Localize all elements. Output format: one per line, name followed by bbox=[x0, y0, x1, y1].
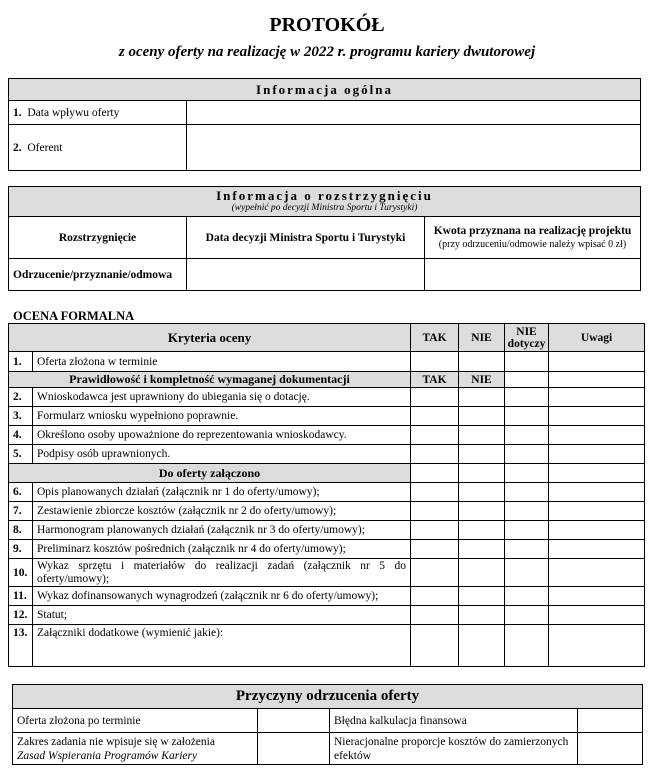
col-amount bbox=[425, 217, 641, 259]
criterion-text: Formularz wniosku wypełniono poprawnie. bbox=[33, 407, 411, 426]
row-number: 4. bbox=[9, 426, 33, 445]
table-row bbox=[13, 733, 643, 765]
nd-cell[interactable] bbox=[505, 521, 549, 540]
tak-cell[interactable] bbox=[411, 388, 459, 407]
decision-table bbox=[8, 186, 641, 291]
tak-cell[interactable] bbox=[411, 606, 459, 625]
remarks-cell[interactable] bbox=[549, 540, 645, 559]
table-row bbox=[9, 388, 645, 407]
sub-col-tak: TAK bbox=[411, 372, 459, 388]
row-number: 5. bbox=[9, 445, 33, 464]
criterion-text: Wnioskodawca jest uprawniony do ubiegania się o dotację. bbox=[33, 388, 411, 407]
rejection-reason-calc: Błędna kalkulacja finansowa bbox=[330, 709, 578, 733]
formal-table bbox=[8, 323, 645, 667]
blank-cell bbox=[411, 464, 459, 483]
rejection-heading: Przyczyny odrzucenia oferty bbox=[13, 685, 643, 709]
col-amount-note: (przy odrzuceniu/odmowie należy wpisać 0 zł) bbox=[438, 238, 627, 250]
nie-cell[interactable] bbox=[459, 587, 505, 606]
table-row bbox=[9, 540, 645, 559]
sub-col-nie: NIE bbox=[459, 372, 505, 388]
table-row bbox=[9, 587, 645, 606]
rejection-reason-scope-line1: Zakres zadania nie wpisuje się w założenia bbox=[17, 735, 215, 748]
tak-cell[interactable] bbox=[411, 540, 459, 559]
table-row bbox=[9, 606, 645, 625]
remarks-cell[interactable] bbox=[549, 625, 645, 667]
nie-cell[interactable] bbox=[459, 426, 505, 445]
nd-cell[interactable] bbox=[505, 426, 549, 445]
rejection-checkbox-calc[interactable] bbox=[578, 709, 643, 733]
row-number: 2. bbox=[13, 141, 22, 154]
tak-cell[interactable] bbox=[411, 521, 459, 540]
nie-cell[interactable] bbox=[459, 502, 505, 521]
row-number: 3. bbox=[9, 407, 33, 426]
bidder-label bbox=[9, 125, 187, 171]
blank-cell bbox=[505, 464, 549, 483]
rejection-reason-scope bbox=[13, 733, 258, 765]
table-row bbox=[9, 426, 645, 445]
table-row bbox=[9, 521, 645, 540]
col-nie: NIE bbox=[459, 324, 505, 352]
rejection-table bbox=[12, 684, 643, 765]
remarks-cell[interactable] bbox=[549, 445, 645, 464]
table-row bbox=[9, 407, 645, 426]
nd-cell bbox=[505, 372, 549, 388]
row-number: 13. bbox=[9, 625, 33, 667]
nie-cell[interactable] bbox=[459, 352, 505, 372]
table-row bbox=[9, 559, 645, 587]
row-label: Oferent bbox=[27, 141, 63, 154]
criterion-text-line1: Wykaz sprzętu i materiałów do realizacji zadań (załącznik nr 5 do bbox=[37, 559, 407, 572]
criterion-text: Podpisy osób uprawnionych. bbox=[33, 445, 411, 464]
remarks-cell[interactable] bbox=[549, 426, 645, 445]
tak-cell[interactable] bbox=[411, 426, 459, 445]
tak-cell[interactable] bbox=[411, 559, 459, 587]
criterion-text: Opis planowanych działań (załącznik nr 1 do oferty/umowy); bbox=[33, 483, 411, 502]
nd-cell[interactable] bbox=[505, 445, 549, 464]
received-date-field[interactable] bbox=[187, 101, 641, 125]
amount-field[interactable] bbox=[425, 259, 641, 291]
row-number: 11. bbox=[9, 587, 33, 606]
remarks-cell[interactable] bbox=[549, 483, 645, 502]
nie-cell[interactable] bbox=[459, 483, 505, 502]
criterion-text: Statut; bbox=[33, 606, 411, 625]
decision-heading-text: Informacja o rozstrzygnięciu bbox=[216, 187, 433, 203]
row-number: 1. bbox=[13, 106, 22, 119]
row-number: 12. bbox=[9, 606, 33, 625]
rejection-reason-costs: Nieracjonalne proporcje kosztów do zamierzonych efektów bbox=[330, 733, 578, 765]
tak-cell[interactable] bbox=[411, 407, 459, 426]
tak-cell[interactable] bbox=[411, 483, 459, 502]
nie-cell[interactable] bbox=[459, 625, 505, 667]
nd-cell[interactable] bbox=[505, 352, 549, 372]
col-decision-date: Data decyzji Ministra Sportu i Turystyki bbox=[187, 217, 425, 259]
nd-cell[interactable] bbox=[505, 540, 549, 559]
nd-cell[interactable] bbox=[505, 502, 549, 521]
row-number: 10. bbox=[9, 559, 33, 587]
nie-cell[interactable] bbox=[459, 559, 505, 587]
rejection-checkbox-costs[interactable] bbox=[578, 733, 643, 765]
table-row bbox=[9, 483, 645, 502]
general-info-table bbox=[8, 78, 641, 171]
decision-row-label: Odrzucenie/przyznanie/odmowa bbox=[9, 259, 187, 291]
general-info-heading: Informacja ogólna bbox=[9, 79, 641, 101]
remarks-cell[interactable] bbox=[549, 388, 645, 407]
page-title: PROTOKÓŁ bbox=[269, 14, 385, 36]
criterion-text: Zestawienie zbiorcze kosztów (załącznik nr 2 do oferty/umowy); bbox=[33, 502, 411, 521]
row-number: 1. bbox=[9, 352, 33, 372]
nd-cell[interactable] bbox=[505, 587, 549, 606]
tak-cell[interactable] bbox=[411, 625, 459, 667]
col-tak: TAK bbox=[411, 324, 459, 352]
received-date-label bbox=[9, 101, 187, 125]
table-row bbox=[9, 259, 641, 291]
page-subtitle: z oceny oferty na realizację w 2022 r. programu kariery dwutorowej bbox=[118, 44, 536, 60]
remarks-cell[interactable] bbox=[549, 606, 645, 625]
rejection-reason-late: Oferta złożona po terminie bbox=[13, 709, 258, 733]
nie-cell[interactable] bbox=[459, 521, 505, 540]
decision-date-field[interactable] bbox=[187, 259, 425, 291]
blank-cell bbox=[459, 464, 505, 483]
nd-cell[interactable] bbox=[505, 559, 549, 587]
col-amount-label: Kwota przyznana na realizację projektu bbox=[433, 224, 632, 237]
criterion-text bbox=[33, 559, 411, 587]
criterion-text: Harmonogram planowanych działań (załącznik nr 3 do oferty/umowy); bbox=[33, 521, 411, 540]
row-number: 9. bbox=[9, 540, 33, 559]
documentation-subheading: Prawidłowość i kompletność wymaganej dokumentacji bbox=[9, 372, 411, 388]
remarks-cell bbox=[549, 372, 645, 388]
nd-cell[interactable] bbox=[505, 625, 549, 667]
nie-cell[interactable] bbox=[459, 388, 505, 407]
remarks-cell[interactable] bbox=[549, 352, 645, 372]
blank-cell bbox=[549, 464, 645, 483]
criterion-text: Określono osoby upoważnione do reprezentowania wnioskodawcy. bbox=[33, 426, 411, 445]
table-row bbox=[9, 101, 641, 125]
rejection-checkbox-scope[interactable] bbox=[258, 733, 330, 765]
nd-cell[interactable] bbox=[505, 407, 549, 426]
remarks-cell[interactable] bbox=[549, 407, 645, 426]
criterion-text: Wykaz dofinansowanych wynagrodzeń (załącznik nr 6 do oferty/umowy); bbox=[33, 587, 411, 606]
table-row bbox=[9, 352, 645, 372]
nie-cell[interactable] bbox=[459, 407, 505, 426]
table-row bbox=[9, 125, 641, 171]
rejection-checkbox-late[interactable] bbox=[258, 709, 330, 733]
criterion-text: Oferta złożona w terminie bbox=[33, 352, 411, 372]
bidder-field[interactable] bbox=[187, 125, 641, 171]
formal-section-title: OCENA FORMALNA bbox=[13, 309, 135, 323]
tak-cell[interactable] bbox=[411, 352, 459, 372]
table-row bbox=[9, 445, 645, 464]
nie-cell[interactable] bbox=[459, 606, 505, 625]
table-row bbox=[9, 625, 645, 667]
nie-cell[interactable] bbox=[459, 445, 505, 464]
remarks-cell[interactable] bbox=[549, 587, 645, 606]
remarks-cell[interactable] bbox=[549, 521, 645, 540]
tak-cell[interactable] bbox=[411, 502, 459, 521]
tak-cell[interactable] bbox=[411, 587, 459, 606]
row-number: 7. bbox=[9, 502, 33, 521]
col-criteria: Kryteria oceny bbox=[9, 324, 411, 352]
nd-cell[interactable] bbox=[505, 388, 549, 407]
remarks-cell[interactable] bbox=[549, 502, 645, 521]
col-remarks: Uwagi bbox=[549, 324, 645, 352]
nie-cell[interactable] bbox=[459, 540, 505, 559]
decision-note: (wypełnić po decyzji Ministra Sportu i Turystyki) bbox=[231, 202, 418, 213]
rejection-reason-scope-line2: Zasad Wspierania Programów Kariery bbox=[17, 749, 198, 762]
criterion-text: Załączniki dodatkowe (wymienić jakie): bbox=[33, 625, 411, 667]
nd-cell[interactable] bbox=[505, 483, 549, 502]
table-row bbox=[9, 502, 645, 521]
row-label: Data wpływu oferty bbox=[27, 106, 120, 119]
row-number: 8. bbox=[9, 521, 33, 540]
row-number: 2. bbox=[9, 388, 33, 407]
tak-cell[interactable] bbox=[411, 445, 459, 464]
decision-heading bbox=[9, 187, 641, 217]
nd-cell[interactable] bbox=[505, 606, 549, 625]
criterion-text: Preliminarz kosztów pośrednich (załącznik nr 4 do oferty/umowy); bbox=[33, 540, 411, 559]
col-not-applicable: NIE dotyczy bbox=[505, 324, 549, 352]
col-decision: Rozstrzygnięcie bbox=[9, 217, 187, 259]
criterion-text-line2: oferty/umowy); bbox=[37, 572, 110, 585]
table-row bbox=[13, 709, 643, 733]
remarks-cell[interactable] bbox=[549, 559, 645, 587]
attachments-subheading: Do oferty załączono bbox=[9, 464, 411, 483]
row-number: 6. bbox=[9, 483, 33, 502]
